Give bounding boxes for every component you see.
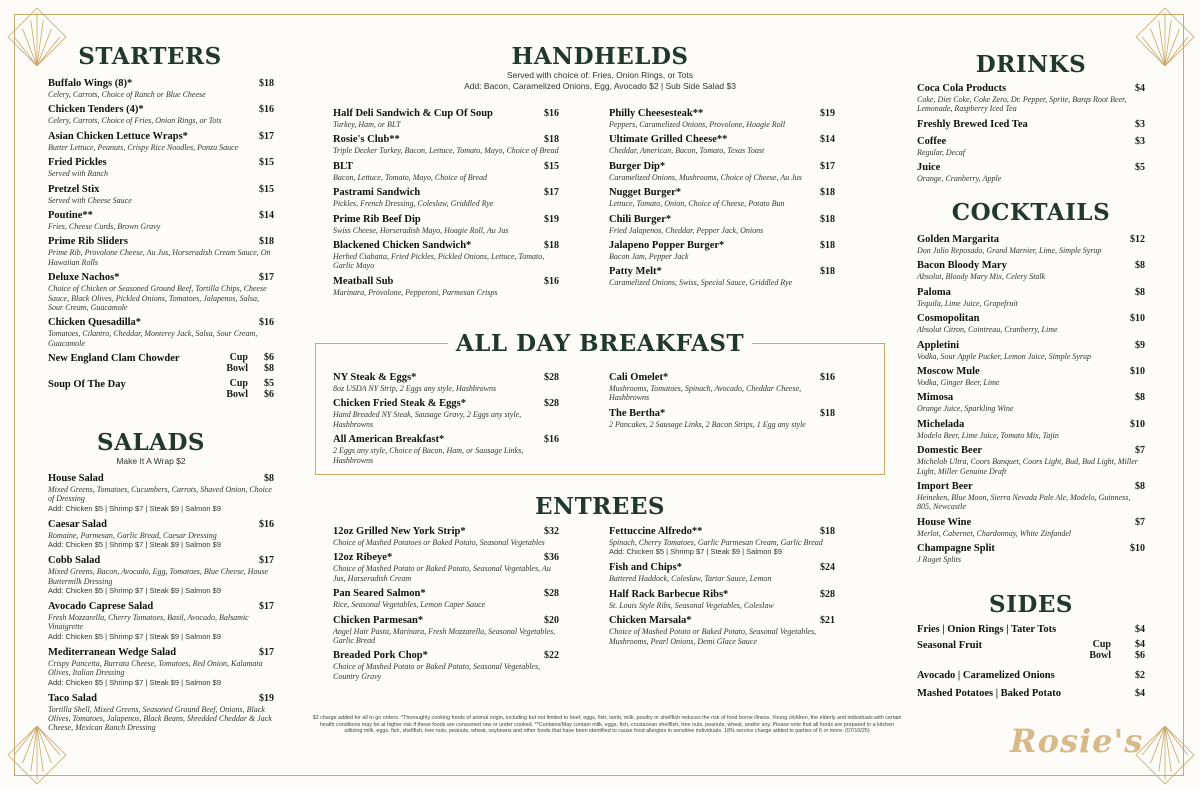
handhelds-subtitle-addons: Add: Bacon, Caramelized Onions, Egg, Avocado $2 | Sub Side Salad $3: [464, 81, 736, 91]
cup-price: $6: [264, 352, 274, 364]
item-description: Caramelized Onions, Swiss, Special Sauce, Griddled Rye: [609, 278, 793, 288]
item-name: Nugget Burger*: [609, 187, 682, 199]
item-addons: Add: Chicken $5 | Shrimp $7 | Steak $9 | Salmon $9: [48, 586, 222, 596]
item-price: $17: [544, 187, 559, 199]
handhelds-section: [312, 44, 888, 92]
rosies-logo: Rosie's: [1010, 722, 1144, 760]
item-description: Orange, Cranberry, Apple: [917, 174, 1002, 184]
item-name: Burger Dip*: [609, 160, 666, 172]
item-description: Herbed Ciabatta, Fried Pickles, Pickled Onions, Lettuce, Tomato, Garlic Mayo: [333, 252, 545, 271]
menu-item: [609, 562, 835, 583]
item-name: Pan Seared Salmon*: [333, 588, 426, 600]
item-description: Vodka, Sour Apple Pucker, Lemon Juice, Simple Syrup: [917, 351, 1092, 361]
item-price: $22: [544, 650, 559, 662]
entrees-title: ENTREES: [535, 493, 665, 520]
item-name: Half Deli Sandwich & Cup Of Soup: [333, 108, 493, 119]
item-name: Fried Pickles: [48, 157, 107, 169]
item-price: $17: [259, 601, 274, 613]
item-description: Hand Breaded NY Steak, Sausage Gravy, 2 Eggs any style, Hashbrowns: [333, 410, 522, 429]
item-price: $10: [1130, 366, 1145, 378]
item-description: Michelob Ultra, Coors Banquet, Coors Light, Bud, Bud Light, Miller Light, Miller Genuine Draft: [917, 457, 1138, 476]
menu-item: [333, 552, 559, 583]
item-name: Chicken Parmesan*: [333, 614, 424, 626]
item-description: Cheddar, American, Bacon, Tomato, Texas Toast: [609, 146, 765, 156]
item-description: Turkey, Ham, or BLT: [333, 120, 401, 129]
cup-price: $4: [1135, 639, 1145, 650]
item-description: Mixed Greens, Tomatoes, Cucumbers, Carrots, Shaved Onion, Choice of Dressing: [48, 485, 272, 504]
entrees-left-list: [333, 526, 559, 686]
item-price: $18: [820, 187, 835, 199]
menu-item: [333, 161, 559, 182]
side-potatoes: [917, 688, 1145, 704]
item-price: $16: [259, 518, 274, 530]
item-name: 12oz Ribeye*: [333, 552, 393, 564]
menu-item: [917, 517, 1145, 538]
item-description: Peppers, Caramelized Onions, Provolone, Hoagie Roll: [609, 120, 786, 129]
side-fries: [917, 624, 1145, 640]
item-price: $10: [1130, 313, 1145, 325]
menu-item: [48, 317, 274, 348]
item-name: Pastrami Sandwich: [333, 187, 421, 199]
menu-item: [333, 588, 559, 609]
item-description: Bacon, Lettuce, Tomato, Mayo, Choice of Bread: [333, 172, 488, 182]
item-description: Choice of Chicken or Seasoned Ground Beef, Tortilla Chips, Cheese Sauce, Black Olives, Pickled Onions, Tomatoes, Jalapenos, Salsa, Sour Cream, Guacamole: [48, 284, 267, 313]
item-price: $18: [820, 526, 835, 537]
item-price: $4: [1135, 624, 1145, 635]
menu-item: [48, 104, 274, 125]
item-name: Domestic Beer: [917, 445, 983, 457]
item-name: Asian Chicken Lettuce Wraps*: [48, 130, 188, 142]
item-description: Lettuce, Tomato, Onion, Choice of Cheese, Potato Bun: [609, 199, 785, 209]
item-name: Coffee: [917, 135, 947, 147]
item-name: Bacon Bloody Mary: [917, 260, 1007, 272]
menu-item: [333, 372, 559, 393]
salads-title: SALADS: [96, 429, 206, 456]
item-price: $8: [1135, 392, 1145, 404]
item-name: Chicken Tenders (4)*: [48, 104, 144, 116]
side-avocado: [917, 670, 1145, 688]
item-name: 12oz Grilled New York Strip*: [333, 526, 466, 537]
item-name: Half Rack Barbecue Ribs*: [609, 588, 729, 600]
menu-item: [333, 214, 559, 235]
item-name: Juice: [917, 162, 941, 174]
item-description: Served with Cheese Sauce: [48, 195, 132, 205]
menu-item: [48, 693, 274, 733]
item-name: House Wine: [917, 516, 972, 528]
menu-item-soup-of-the-day: [48, 379, 274, 401]
item-price: $12: [1130, 234, 1145, 245]
item-name: Paloma: [917, 286, 951, 298]
item-price: $36: [544, 552, 559, 564]
item-description: Served with Ranch: [48, 169, 108, 179]
menu-item: [333, 650, 559, 681]
breakfast-left-list: [333, 372, 559, 470]
item-price: $5: [1135, 162, 1145, 174]
menu-item: [48, 272, 274, 312]
item-name: Mimosa: [917, 392, 954, 404]
item-name: Seasonal Fruit: [917, 640, 983, 651]
item-name: Appletini: [917, 339, 960, 351]
cup-label: Cup: [229, 352, 248, 364]
menu-item: [917, 234, 1145, 255]
item-addons: Add: Chicken $5 | Shrimp $7 | Steak $9 | Salmon $9: [609, 547, 783, 557]
menu-item: [48, 555, 274, 596]
item-price: $3: [1135, 118, 1145, 130]
menu-item: [609, 372, 835, 403]
item-name: Golden Margarita: [917, 234, 999, 245]
item-name: Blackened Chicken Sandwich*: [333, 240, 472, 252]
item-description: Modelo Beer, Lime Juice, Tomato Mix, Tajin: [917, 430, 1059, 440]
item-description: Prime Rib, Provolone Cheese, Au Jus, Horseradish Cream Sauce, On Hawaiian Rolls: [48, 248, 271, 267]
cup-label: Cup: [229, 378, 248, 390]
item-description: Fried Jalapenos, Cheddar, Pepper Jack, Onions: [609, 225, 764, 235]
menu-item: [609, 108, 835, 129]
item-name: Coca Cola Products: [917, 83, 1007, 94]
item-description: St. Louis Style Ribs, Seasonal Vegetables, Coleslaw: [609, 600, 774, 610]
starters-list: [48, 78, 274, 348]
item-name: NY Steak & Eggs*: [333, 372, 417, 383]
item-price: $17: [259, 130, 274, 142]
menu-item: [917, 340, 1145, 361]
item-price: $18: [820, 240, 835, 252]
menu-item: [609, 266, 835, 287]
item-price: $10: [1130, 543, 1145, 555]
item-name: Champagne Split: [917, 543, 995, 555]
menu-item: [48, 473, 274, 514]
item-description: Swiss Cheese, Horseradish Mayo, Hoagie Roll, Au Jus: [333, 225, 509, 235]
item-name: Chicken Quesadilla*: [48, 317, 142, 329]
item-name: Rosie's Club**: [333, 134, 400, 146]
menu-item: [917, 543, 1145, 564]
item-price: $28: [544, 398, 559, 410]
item-name: Mashed Potatoes | Baked Potato: [917, 688, 1062, 699]
item-price: $19: [259, 692, 274, 704]
menu-item: [917, 287, 1145, 308]
menu-item: [48, 210, 274, 231]
cup-label: Cup: [1092, 639, 1111, 650]
cocktails-title: COCKTAILS: [951, 199, 1111, 226]
cup-price: $5: [264, 378, 274, 390]
item-description: 2 Pancakes, 2 Sausage Links, 2 Bacon Strips, 1 Egg any style: [609, 419, 806, 429]
item-price: $19: [544, 213, 559, 225]
item-name: Philly Cheesesteak**: [609, 108, 704, 119]
handhelds-right-list: [609, 108, 835, 293]
item-name: Fettuccine Alfredo**: [609, 526, 703, 537]
salads-list: [48, 473, 274, 733]
item-name: Avocado Caprese Salad: [48, 601, 154, 613]
cocktails-section: [917, 200, 1145, 570]
item-price: $32: [544, 526, 559, 537]
item-name: Import Beer: [917, 481, 973, 493]
item-name: Prime Rib Beef Dip: [333, 213, 421, 225]
item-addons: Add: Chicken $5 | Shrimp $7 | Steak $9 | Salmon $9: [48, 503, 222, 513]
item-description: Tomatoes, Cilantro, Cheddar, Monterey Jack, Salsa, Sour Cream, Guacamole: [48, 329, 258, 348]
drinks-list: [917, 83, 1145, 184]
menu-item: [48, 184, 274, 205]
menu-item: [917, 162, 1145, 183]
item-price: $14: [259, 210, 274, 222]
item-description: Caramelized Onions, Mushrooms, Choice of Cheese, Au Jus: [609, 172, 802, 182]
item-name: Chili Burger*: [609, 213, 672, 225]
drinks-section: [917, 52, 1145, 189]
item-name: Pretzel Stix: [48, 183, 100, 195]
item-name: Mediterranean Wedge Salad: [48, 646, 177, 658]
item-name: Buffalo Wings (8)*: [48, 78, 133, 89]
item-name: New England Clam Chowder: [48, 353, 180, 365]
menu-item: [333, 398, 559, 429]
menu-item: [609, 161, 835, 182]
item-description: Absolut, Bloody Mary Mix, Celery Stalk: [917, 272, 1046, 282]
item-price: $15: [544, 160, 559, 172]
item-description: Rice, Seasonal Vegetables, Lemon Caper Sauce: [333, 600, 486, 610]
item-description: Pickles, French Dressing, Coleslaw, Griddled Rye: [333, 199, 494, 209]
item-addons: Add: Chicken $5 | Shrimp $7 | Steak $9 | Salmon $9: [48, 540, 222, 550]
item-price: $14: [820, 134, 835, 146]
item-name: Meatball Sub: [333, 275, 394, 287]
item-name: House Salad: [48, 473, 104, 484]
item-name: Cosmopolitan: [917, 313, 980, 325]
item-name: All American Breakfast*: [333, 434, 445, 446]
bowl-label: Bowl: [226, 389, 248, 401]
sides-section: [917, 592, 1145, 704]
item-description: Fries, Cheese Curds, Brown Gravy: [48, 222, 161, 232]
menu-item: [917, 419, 1145, 440]
breakfast-title: ALL DAY BREAKFAST: [448, 331, 752, 357]
item-name: Deluxe Nachos*: [48, 272, 120, 284]
bowl-price: $8: [264, 363, 274, 375]
entrees-section: [312, 494, 888, 520]
menu-item: [917, 366, 1145, 387]
item-description: Romaine, Parmesan, Garlic Bread, Caesar Dressing: [48, 530, 217, 540]
item-description: Coke, Diet Coke, Coke Zero, Dr. Pepper, Sprite, Barqs Root Beer, Lemonade, Raspberry Iced Tea: [917, 95, 1127, 114]
salads-section: [48, 430, 274, 738]
item-price: $18: [820, 407, 835, 419]
menu-item: [609, 240, 835, 261]
item-description: Merlot, Cabernet, Chardonnay, White Zinfandel: [917, 528, 1072, 538]
item-price: $16: [820, 372, 835, 383]
item-price: $15: [259, 183, 274, 195]
item-name: Cobb Salad: [48, 555, 101, 567]
salads-subtitle: Make It A Wrap $2: [116, 456, 186, 466]
item-description: Choice of Mashed Potato or Baked Potato, Seasonal Vegetables, Country Gravy: [333, 662, 541, 681]
menu-item: [333, 615, 559, 646]
item-price: $15: [259, 157, 274, 169]
item-price: $18: [259, 78, 274, 89]
item-price: $16: [544, 434, 559, 446]
starters-section: [48, 44, 274, 401]
item-description: Marinara, Provolone, Pepperoni, Parmesan Crisps: [333, 287, 498, 297]
handhelds-title: HANDHELDS: [511, 43, 689, 70]
item-price: $28: [544, 588, 559, 600]
handhelds-subtitle-sides: Served with choice of: Fries, Onion Rings, or Tots: [507, 70, 693, 80]
item-price: $4: [1135, 688, 1145, 699]
menu-item: [609, 615, 835, 646]
item-price: $16: [259, 104, 274, 116]
item-price: $28: [544, 372, 559, 383]
item-name: Caesar Salad: [48, 518, 108, 530]
menu-item: [48, 236, 274, 267]
menu-item-clam-chowder: [48, 353, 274, 375]
item-price: $17: [259, 272, 274, 284]
item-price: $10: [1130, 418, 1145, 430]
item-description: Orange Juice, Sparkling Wine: [917, 404, 1014, 414]
item-description: Heineken, Blue Moon, Sierra Nevada Pale Ale, Modelo, Guinness, 805, Newcastle: [917, 493, 1131, 512]
menu-item: [917, 260, 1145, 281]
menu-item: [917, 119, 1145, 131]
menu-item: [333, 434, 559, 465]
menu-item: [333, 276, 559, 297]
item-price: $17: [259, 555, 274, 567]
menu-item: [333, 240, 559, 271]
item-price: $9: [1135, 339, 1145, 351]
entrees-right-list: [609, 526, 835, 651]
menu-item: [609, 526, 835, 557]
item-description: 2 Eggs any style, Choice of Bacon, Ham, or Sausage Links, Hashbrowns: [333, 446, 524, 465]
handhelds-left-list: [333, 108, 559, 302]
bowl-price: $6: [264, 389, 274, 401]
menu-item: [917, 392, 1145, 413]
item-price: $18: [259, 236, 274, 248]
item-description: Choice of Mashed Potatoes or Baked Potato, Seasonal Vegetables: [333, 538, 545, 547]
item-price: $8: [264, 473, 274, 484]
menu-item: [333, 108, 559, 129]
side-seasonal-fruit: [917, 640, 1145, 670]
drinks-title: DRINKS: [975, 51, 1087, 78]
item-description: Vodka, Ginger Beer, Lime: [917, 378, 1000, 388]
menu-item: [48, 131, 274, 152]
item-price: $16: [544, 275, 559, 287]
item-description: Tortilla Shell, Mixed Greens, Seasoned Ground Beef, Onions, Black Olives, Tomatoes, Jalapenos, Black Beans, Shredded Cheddar & Jack Cheese, Mexican Ranch Dressing: [48, 704, 272, 733]
item-price: $8: [1135, 260, 1145, 272]
menu-item: [333, 134, 559, 155]
item-name: BLT: [333, 160, 354, 172]
item-description: Butter Lettuce, Peanuts, Crispy Rice Noodles, Ponzu Sauce: [48, 142, 239, 152]
item-description: Celery, Carrots, Choice of Fries, Onion Rings, or Tots: [48, 116, 222, 126]
item-name: Chicken Marsala*: [609, 615, 692, 627]
item-name: Ultimate Grilled Cheese**: [609, 134, 728, 146]
menu-item: [609, 187, 835, 208]
item-name: Jalapeno Popper Burger*: [609, 240, 725, 252]
item-description: Triple Decker Turkey, Bacon, Lettuce, Tomato, Mayo, Choice of Bread: [333, 146, 559, 156]
item-description: Bacon Jam, Pepper Jack: [609, 252, 689, 262]
item-price: $3: [1135, 135, 1145, 147]
menu-item: [609, 134, 835, 155]
item-description: Absolut Citron, Cointreau, Cranberry, Lime: [917, 325, 1058, 335]
item-price: $17: [820, 160, 835, 172]
item-name: Chicken Fried Steak & Eggs*: [333, 398, 467, 410]
item-name: Prime Rib Sliders: [48, 236, 128, 248]
item-price: $19: [820, 108, 835, 119]
item-name: Fries | Onion Rings | Tater Tots: [917, 624, 1057, 635]
item-name: Michelada: [917, 418, 965, 430]
item-name: Avocado | Caramelized Onions: [917, 670, 1055, 681]
menu-item: [917, 136, 1145, 157]
item-name: Breaded Pork Chop*: [333, 650, 428, 662]
item-description: Battered Haddock, Coleslaw, Tartar Sauce, Lemon: [609, 574, 772, 584]
item-name: Moscow Mule: [917, 366, 980, 378]
item-description: Celery, Carrots, Choice of Ranch or Blue Cheese: [48, 90, 206, 99]
item-price: $7: [1135, 516, 1145, 528]
item-price: $7: [1135, 445, 1145, 457]
item-price: $2: [1135, 670, 1145, 681]
item-name: Soup Of The Day: [48, 379, 126, 391]
menu-item: [333, 526, 559, 547]
item-name: Freshly Brewed Iced Tea: [917, 118, 1028, 130]
allergen-footnote: $2 charge added for all to go orders. *Thoroughly cooking foods of animal origin, including but not limited to beef, eggs, fish, lamb, milk, poultry or shellfish reduces the risk of food borne illness. Young children, the elderly and individuals with certain health conditions may be at higher risk if these foods are consumed raw or under cooked. **Contains/May contain milk, eggs, fish, crustacean shellfish, tree nuts, peanuts, wheat, and/or soy. Please note that all foods are prepared in a kitchen utilizing milk, eggs, fish, shellfish, tree nuts, peanuts, wheat, soybeans and other foods that have been identified to cause food allergies in sensitive individuals. 18% service charge added to parties of 6 or more. (07/10/25): [312, 715, 902, 734]
corner-ornament-bottom-right: [1134, 724, 1196, 786]
breakfast-right-list: [609, 372, 835, 434]
item-price: $8: [1135, 481, 1145, 493]
menu-item: [48, 78, 274, 99]
item-price: $20: [544, 614, 559, 626]
item-description: J Roget Splits: [917, 555, 961, 565]
item-description: Choice of Mashed Potato or Baked Potato, Seasonal Vegetables, Mushrooms, Pearl Onions, Demi Glace Sauce: [609, 627, 817, 646]
menu-item: [917, 83, 1145, 114]
sides-title: SIDES: [989, 591, 1073, 618]
menu-item: [48, 519, 274, 550]
item-description: Angel Hair Pasta, Marinara, Fresh Mozzarella, Seasonal Vegetables, Garlic Bread: [333, 626, 556, 646]
item-name: Cali Omelet*: [609, 372, 669, 383]
item-description: Fresh Mozzarella, Cherry Tomatoes, Basil, Avocado, Balsamic Vinaigrette: [48, 613, 249, 632]
bowl-label: Bowl: [1089, 650, 1111, 661]
menu-item: [609, 589, 835, 610]
item-name: The Bertha*: [609, 407, 666, 419]
item-description: Tequila, Lime Juice, Grapefruit: [917, 298, 1018, 308]
item-description: Don Julio Reposado, Grand Marnier, Lime, Simple Syrup: [917, 246, 1102, 255]
item-name: Fish and Chips*: [609, 562, 682, 574]
item-price: $18: [544, 134, 559, 146]
item-description: Mushrooms, Tomatoes, Spinach, Avocado, Cheddar Cheese, Hashbrowns: [609, 384, 802, 403]
item-price: $21: [820, 615, 835, 627]
item-description: Regular, Decaf: [917, 147, 965, 157]
starters-title: STARTERS: [78, 43, 222, 70]
item-name: Taco Salad: [48, 692, 97, 704]
item-price: $8: [1135, 286, 1145, 298]
menu-item: [609, 214, 835, 235]
menu-item: [917, 313, 1145, 334]
item-price: $18: [544, 240, 559, 252]
menu-item: [917, 445, 1145, 476]
item-price: $4: [1135, 83, 1145, 94]
item-description: 8oz USDA NY Strip, 2 Eggs any style, Hashbrowns: [333, 384, 497, 393]
item-price: $24: [820, 562, 835, 574]
menu-item: [48, 647, 274, 688]
item-description: Spinach, Cherry Tomatoes, Garlic Parmesan Cream, Garlic Bread: [609, 538, 823, 547]
item-name: Poutine**: [48, 210, 93, 222]
menu-item: [917, 481, 1145, 512]
item-price: $16: [259, 317, 274, 329]
menu-item: [48, 601, 274, 642]
menu-item: [609, 408, 835, 429]
item-description: Crispy Pancetta, Burrata Cheese, Tomatoes, Red Onion, Kalamata Olives, Italian Dressing: [48, 658, 263, 678]
item-addons: Add: Chicken $5 | Shrimp $7 | Steak $9 | Salmon $9: [48, 631, 222, 641]
item-price: $16: [544, 108, 559, 119]
cocktails-list: [917, 234, 1145, 565]
item-addons: Add: Chicken $5 | Shrimp $7 | Steak $9 | Salmon $9: [48, 677, 222, 687]
item-name: Patty Melt*: [609, 266, 662, 278]
item-price: $18: [820, 213, 835, 225]
bowl-label: Bowl: [226, 363, 248, 375]
item-description: Mixed Greens, Bacon, Avocado, Egg, Tomatoes, Blue Cheese, House Buttermilk Dressing: [48, 567, 269, 586]
menu-item: [48, 157, 274, 178]
item-price: $18: [820, 266, 835, 278]
menu-item: [333, 187, 559, 208]
bowl-price: $6: [1135, 650, 1145, 661]
item-price: $17: [259, 646, 274, 658]
item-price: $28: [820, 588, 835, 600]
item-description: Choice of Mashed Potato or Baked Potato, Seasonal Vegetables, Au Jus, Horseradish Cream: [333, 564, 551, 583]
